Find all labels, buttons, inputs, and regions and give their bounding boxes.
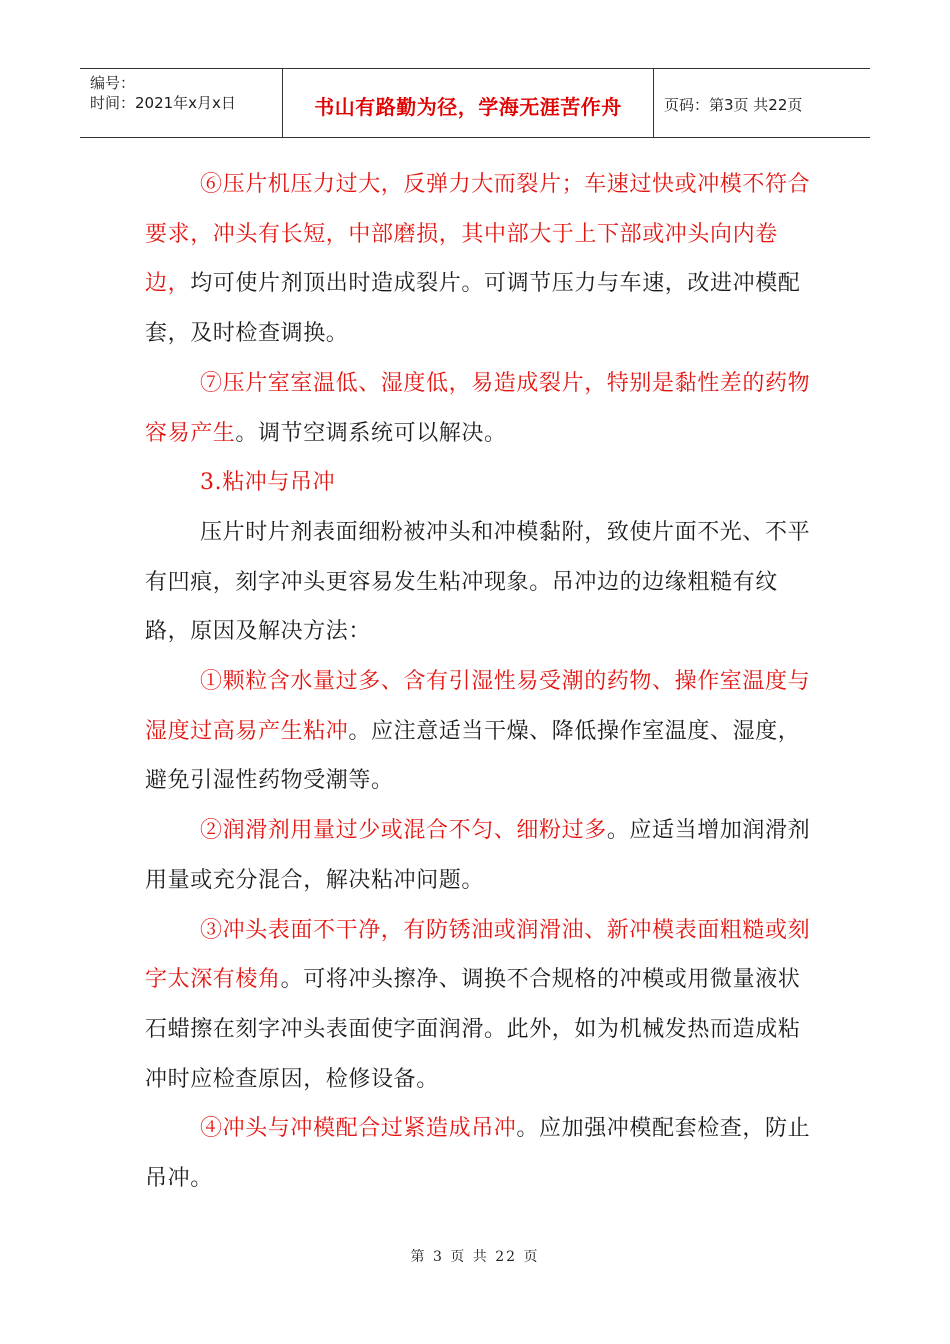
paragraph-3-highlight: ③冲头表面不干净，有防锈油或润滑油、新冲模表面粗糙或刻字太深有棱角 <box>145 917 811 993</box>
paragraph-7-highlight: ⑦压片室室温低、湿度低，易造成裂片，特别是黏性差的药物容易产生 <box>145 370 811 446</box>
paragraph-1-highlight: ①颗粒含水量过多、含有引湿性易受潮的药物、操作室温度与湿度过高易产生粘冲 <box>145 669 811 744</box>
header-motto: 书山有路勤为径，学海无涯苦作舟 <box>314 95 622 119</box>
page-footer: 第 3 页 共 22 页 <box>410 1249 540 1265</box>
section-heading: 3.粘冲与吊冲 <box>200 470 336 496</box>
intro-paragraph: 压片时片剂表面细粉被冲头和冲模黏附，致使片面不光、不平有凹痕，刻字冲头更容易发生粘冲现象。吊冲边的边缘粗糙有纹路，原因及解决方法： <box>145 519 811 645</box>
header-page-info: 页码：第3页 共22页 <box>664 96 803 114</box>
paragraph-4 <box>145 1104 813 1203</box>
code-label: 编号： <box>90 74 136 92</box>
paragraph-4-highlight: ④冲头与冲模配合过紧造成吊冲 <box>200 1116 517 1142</box>
header-page-cell <box>654 69 870 137</box>
date-label: 时间：2021年x月x日 <box>90 94 236 112</box>
paragraph-4-text: 。应加强冲模配套检查，防止吊冲。 <box>145 1116 811 1192</box>
paragraph-7 <box>145 359 813 458</box>
paragraph-7-text: 。调节空调系统可以解决。 <box>235 420 507 446</box>
paragraph-1 <box>145 657 813 806</box>
paragraph-2 <box>145 806 813 905</box>
paragraph-6 <box>145 160 813 359</box>
paragraph-3 <box>145 906 813 1105</box>
header-motto-cell <box>283 69 654 137</box>
paragraph-6-highlight: ⑥压片机压力过大，反弹力大而裂片；车速过快或冲模不符合要求，冲头有长短，中部磨损，其中部大于上下部或冲头向内卷边， <box>145 172 811 297</box>
paragraph-1-text: 。应注意适当干燥、降低操作室温度、湿度，避免引湿性药物受潮等。 <box>145 718 801 794</box>
paragraph-2-text: 。应适当增加润滑剂用量或充分混合，解决粘冲问题。 <box>145 818 811 893</box>
document-body <box>145 160 813 1204</box>
paragraph-6-text: 均可使片剂顶出时造成裂片。可调节压力与车速，改进冲模配套，及时检查调换。 <box>145 271 801 347</box>
header-meta-cell <box>80 69 283 137</box>
paragraph-2-highlight: ②润滑剂用量过少或混合不匀、细粉过多 <box>200 818 607 844</box>
document-header <box>80 68 870 138</box>
paragraph-3-text: 。可将冲头擦净、调换不合规格的冲模或用微量液状石蜡擦在刻字冲头表面使字面润滑。此外，如为机械发热而造成粘冲时应检查原因，检修设备。 <box>145 967 801 1092</box>
